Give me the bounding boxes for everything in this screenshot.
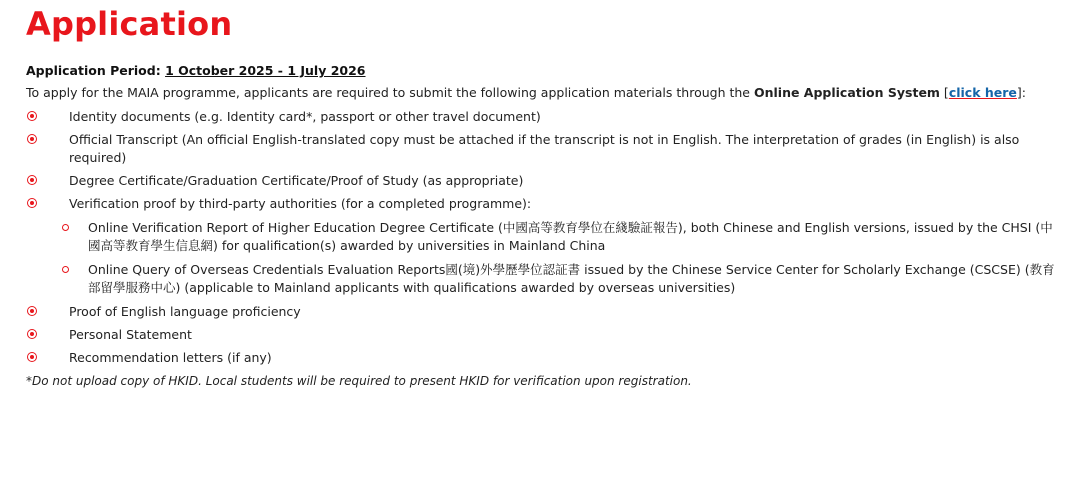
intro-paragraph <box>26 84 1080 102</box>
bracket-close: ]: <box>1016 85 1026 100</box>
application-period <box>26 62 1080 80</box>
hollow-circle-icon <box>62 224 69 231</box>
list-item-text: Degree Certificate/Graduation Certificate/Proof of Study (as appropriate) <box>69 173 524 188</box>
list-item-text: Verification proof by third-party authorities (for a completed programme): <box>69 196 532 211</box>
sub-list-item-text: Online Query of Overseas Credentials Evaluation Reports國(境)外學歷學位認証書 issued by the Chinese Service Center for Scholarly Exchange (CSCSE) (教育部留學服務中心) (applicable to Mainland applicants with qualifications awarded by overseas universities) <box>88 262 1055 295</box>
list-item <box>26 172 1059 190</box>
list-item <box>26 108 1059 126</box>
radio-dot-icon <box>27 134 37 144</box>
verification-sublist <box>52 219 1059 297</box>
list-item <box>26 131 1059 167</box>
sub-list-item-text: Online Verification Report of Higher Education Degree Certificate (中國高等教育學位在綫驗証報告), both Chinese and English versions, issued by the CHSI (中國高等教育學生信息網) for qualification(s) awarded by universities in Mainland China <box>88 220 1053 253</box>
application-period-dates: 1 October 2025 - 1 July 2026 <box>165 63 366 78</box>
sub-list-item <box>52 261 1063 297</box>
list-item-text: Proof of English language proficiency <box>69 304 301 319</box>
list-item-text: Identity documents (e.g. Identity card*, passport or other travel document) <box>69 109 541 124</box>
list-item-text: Official Transcript (An official English-translated copy must be attached if the transcript is not in English. The interpretation of grades (in English) is also required) <box>69 132 1020 165</box>
radio-dot-icon <box>27 111 37 121</box>
radio-dot-icon <box>27 352 37 362</box>
hollow-circle-icon <box>62 266 69 273</box>
list-item <box>26 303 1059 321</box>
radio-dot-icon <box>27 175 37 185</box>
radio-dot-icon <box>27 329 37 339</box>
list-item <box>26 349 1059 367</box>
page-title: Application <box>26 5 233 43</box>
list-item <box>26 326 1059 344</box>
list-item-text: Personal Statement <box>69 327 192 342</box>
list-item-text: Recommendation letters (if any) <box>69 350 272 365</box>
materials-list <box>26 108 1080 367</box>
list-item <box>26 195 1059 297</box>
online-system-name: Online Application System <box>753 85 940 100</box>
bracket-open: [ <box>939 85 949 100</box>
click-here-link[interactable]: click here <box>948 85 1017 100</box>
application-period-label: Application Period: <box>26 63 166 78</box>
radio-dot-icon <box>27 198 37 208</box>
hkid-footnote: *Do not upload copy of HKID. Local students will be required to present HKID for verification upon registration. <box>26 374 692 388</box>
intro-text: To apply for the MAIA programme, applicants are required to submit the following application materials through the <box>26 85 754 100</box>
sub-list-item <box>52 219 1063 255</box>
radio-dot-icon <box>27 306 37 316</box>
